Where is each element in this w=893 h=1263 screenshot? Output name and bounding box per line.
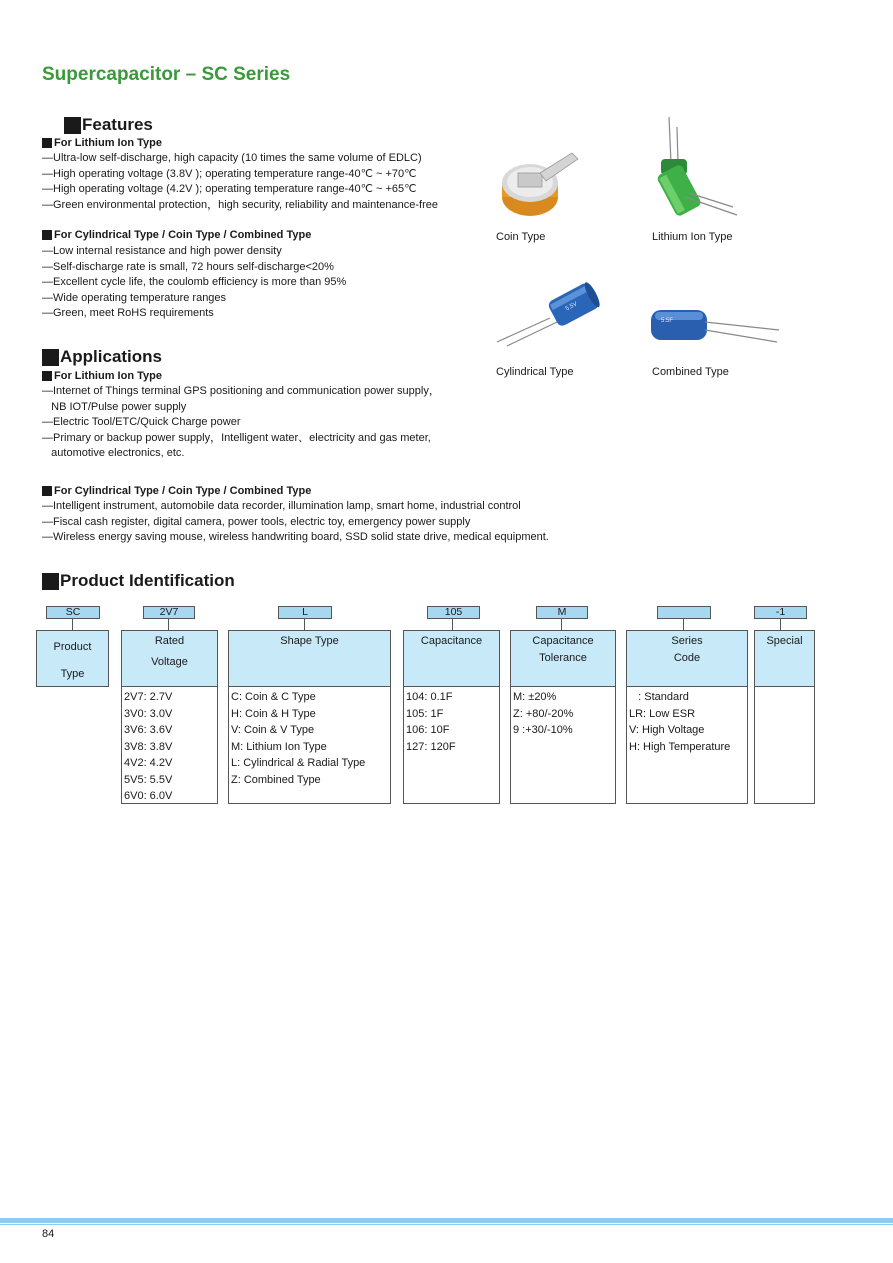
code-box-special: -1	[754, 606, 807, 619]
table-row: 3V8: 3.8V	[124, 740, 173, 753]
square-bullet-icon	[42, 138, 52, 148]
cylindrical-type-caption: Cylindrical Type	[496, 366, 574, 378]
combined-type-image	[645, 300, 785, 350]
values-capacitance-tolerance	[510, 687, 616, 804]
list-item: —Ultra-low self-discharge, high capacity (10 times the same volume of EDLC)	[42, 152, 422, 164]
list-item: automotive electronics, etc.	[42, 447, 185, 459]
combined-type-caption: Combined Type	[652, 366, 729, 378]
header-capacitance: Capacitance	[403, 630, 500, 687]
table-row: 127: 120F	[406, 740, 456, 753]
table-row: V: High Voltage	[629, 724, 705, 736]
table-row: H: Coin & H Type	[231, 707, 316, 720]
list-item: —High operating voltage (3.8V ); operating temperature range-40℃ ~ +70℃	[42, 167, 417, 180]
product-identification-heading: Product Identification	[42, 571, 235, 591]
code-box-product: SC	[46, 606, 100, 619]
table-row: : Standard	[629, 691, 689, 703]
values-special	[754, 687, 815, 804]
header-special: Special	[754, 630, 815, 687]
list-item: —Intelligent instrument, automobile data recorder, illumination lamp, smart home, industrial control	[42, 500, 521, 512]
table-row: 4V2: 4.2V	[124, 757, 173, 769]
table-row: 3V0: 3.0V	[124, 707, 173, 720]
features-lithium-subheading: For Lithium Ion Type	[42, 137, 162, 149]
footer-divider	[0, 1218, 893, 1223]
table-row: Z: Combined Type	[231, 773, 321, 786]
lithium-ion-image	[645, 115, 745, 225]
code-box-tolerance: M	[536, 606, 588, 619]
values-series-code	[626, 687, 748, 804]
square-bullet-icon	[42, 371, 52, 381]
square-bullet-icon	[42, 349, 59, 366]
list-item: —Green, meet RoHS requirements	[42, 307, 214, 319]
table-row: 105: 1F	[406, 707, 444, 720]
header-rated-voltage: Rated Voltage	[121, 630, 218, 687]
table-row: 9 :+30/-10%	[513, 724, 573, 736]
connector-line	[304, 618, 305, 630]
features-cyl-subheading: For Cylindrical Type / Coin Type / Combined Type	[42, 229, 311, 241]
connector-line	[683, 618, 684, 630]
table-row: 2V7: 2.7V	[124, 691, 173, 703]
square-bullet-icon	[42, 573, 59, 590]
connector-line	[72, 618, 73, 630]
values-shape-type	[228, 687, 391, 804]
applications-cyl-list	[42, 499, 549, 546]
connector-line	[780, 618, 781, 630]
coin-type-image	[490, 135, 600, 225]
table-row: 3V6: 3.6V	[124, 724, 173, 736]
table-row: V: Coin & V Type	[231, 724, 315, 736]
lithium-ion-caption: Lithium Ion Type	[652, 231, 733, 243]
code-box-shape: L	[278, 606, 332, 619]
list-item: —Self-discharge rate is small, 72 hours self-discharge<20%	[42, 260, 334, 273]
applications-cyl-subheading: For Cylindrical Type / Coin Type / Combined Type	[42, 485, 311, 497]
table-row: Z: +80/-20%	[513, 707, 574, 720]
page-title: Supercapacitor – SC Series	[42, 64, 291, 85]
features-lithium-list	[42, 151, 438, 213]
values-capacitance	[403, 687, 500, 804]
table-row: LR: Low ESR	[629, 707, 696, 720]
code-box-series	[657, 606, 711, 619]
list-item: —High operating voltage (4.2V ); operating temperature range-40℃ ~ +65℃	[42, 183, 417, 195]
table-row: H: High Temperature	[629, 740, 731, 753]
table-row: 106: 10F	[406, 724, 450, 736]
code-box-rated: 2V7	[143, 606, 195, 619]
cylindrical-type-image	[495, 280, 605, 350]
list-item: —Internet of Things terminal GPS positioning and communication power supply，	[42, 385, 440, 397]
applications-lithium-list	[42, 384, 440, 462]
list-item: NB IOT/Pulse power supply	[42, 400, 187, 413]
applications-lithium-subheading: For Lithium Ion Type	[42, 370, 162, 382]
square-bullet-icon	[42, 230, 52, 240]
list-item: —Excellent cycle life, the coulomb efficiency is more than 95%	[42, 276, 347, 288]
features-heading: Features	[64, 115, 153, 135]
page-number: 84	[42, 1228, 55, 1240]
svg-text:5.5V: 5.5V	[564, 301, 579, 313]
features-cyl-list	[42, 244, 346, 322]
footer-divider	[0, 1224, 893, 1225]
list-item: —Low internal resistance and high power density	[42, 245, 282, 257]
list-item: —Fiscal cash register, digital camera, power tools, electric toy, emergency power supply	[42, 515, 471, 528]
square-bullet-icon	[64, 117, 81, 134]
list-item: —Electric Tool/ETC/Quick Charge power	[42, 416, 241, 428]
table-row: 6V0: 6.0V	[124, 790, 173, 802]
list-item: —Wireless energy saving mouse, wireless handwriting board, SSD solid state drive, medical equipment.	[42, 531, 549, 543]
connector-line	[561, 618, 562, 630]
table-row: 5V5: 5.5V	[124, 773, 173, 786]
table-row: L: Cylindrical & Radial Type	[231, 757, 366, 769]
table-row: M: Lithium Ion Type	[231, 740, 327, 753]
header-product-type: Product Type	[36, 630, 109, 687]
values-rated-voltage	[121, 687, 218, 804]
svg-text:5.5F: 5.5F	[661, 318, 674, 324]
code-box-capacitance: 105	[427, 606, 480, 619]
list-item: —Wide operating temperature ranges	[42, 291, 227, 304]
connector-line	[452, 618, 453, 630]
header-series-code: Series Code	[626, 630, 748, 687]
table-row: C: Coin & C Type	[231, 691, 316, 703]
header-shape-type: Shape Type	[228, 630, 391, 687]
coin-type-caption: Coin Type	[496, 231, 546, 243]
table-row: 104: 0.1F	[406, 691, 453, 703]
list-item: —Green environmental protection，high security, reliability and maintenance-free	[42, 198, 438, 211]
connector-line	[168, 618, 169, 630]
header-capacitance-tolerance: Capacitance Tolerance	[510, 630, 616, 687]
square-bullet-icon	[42, 486, 52, 496]
table-row: M: ±20%	[513, 691, 557, 703]
list-item: —Primary or backup power supply，Intelligent water、electricity and gas meter,	[42, 431, 431, 444]
applications-heading: Applications	[42, 347, 162, 367]
